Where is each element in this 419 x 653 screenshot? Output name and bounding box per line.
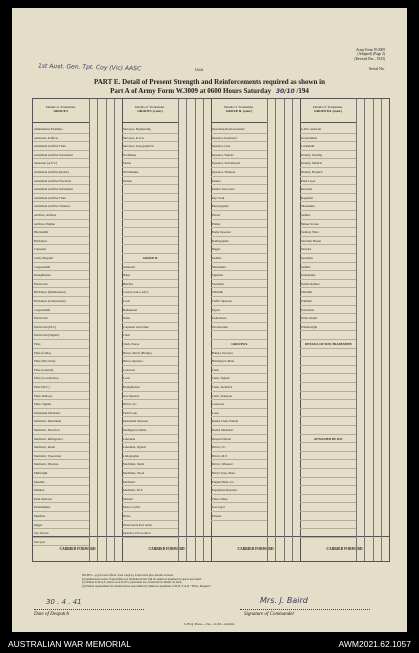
table-row: Draughtsman: [122, 383, 178, 392]
tally-column-divider: [203, 99, 204, 561]
unit-handwritten: 1st Aust. Gen. Tpt. Coy (Vic) AASC: [37, 62, 142, 73]
table-row: Clerk, Signals: [211, 374, 267, 383]
form-notes: [82, 574, 212, 588]
despatch-line: [34, 609, 144, 610]
note-line: (b) Authorised scales of specialists not included in list will be added as required in spaces provided.: [82, 576, 202, 581]
column-divider: [389, 99, 390, 561]
strength-table: [32, 98, 390, 562]
table-row: Fitter: [33, 340, 89, 349]
table-row: Armourer (A.F.V.): [33, 159, 89, 168]
table-row: Monitor: [122, 495, 178, 504]
table-row: Ropeman: [300, 194, 356, 203]
carried-forward-4: CARRIED FORWARD: [300, 536, 389, 561]
table-row: [300, 460, 356, 469]
table-row: Plotter: [211, 211, 267, 220]
signature-label: Signature of Commander: [244, 612, 295, 617]
army-form-w3009: [12, 8, 407, 632]
table-row: Plant Layer: [300, 177, 356, 186]
table-row: Shoemaker: [300, 202, 356, 211]
table-row: Driver Operator: [122, 357, 178, 366]
table-row: [300, 426, 356, 435]
table-row: DETAILS OF NON-TRADESMEN: [300, 340, 356, 349]
table-row: Tailor: [122, 314, 178, 323]
table-row: Fitter, Railway: [33, 392, 89, 401]
table-row: [300, 383, 356, 392]
table-row: Bricklayer (Maintenance): [33, 288, 89, 297]
table-row: Patternmaker: [33, 503, 89, 512]
table-row: Saddler: [300, 211, 356, 220]
table-row: [300, 478, 356, 487]
table-row: Mechanic, Instrument: [33, 417, 89, 426]
table-row: Pioneer: [211, 512, 267, 521]
group-1-cont-header: Details of Tradesmen. GROUP I. (cont.): [122, 99, 178, 123]
note-line: NOTES.—(a) If each officer class category is involved give details on back.: [82, 573, 174, 577]
table-row: Mechanic, Radio: [33, 443, 89, 452]
table-row: Clerk, Hospital: [33, 254, 89, 263]
table-row: Armament Artificer Electrical: [33, 177, 89, 186]
table-row: Machinist, Wood: [122, 469, 178, 478]
group-1-column: [33, 99, 122, 561]
table-row: Operator, Wireless: [211, 168, 267, 177]
table-row: Saddler: [211, 254, 267, 263]
table-row: Mechanic, Electrical: [33, 426, 89, 435]
group-2-cont-header: Details of Tradesmen. GROUP II. (cont.): [211, 99, 267, 123]
table-row: Baker: [122, 271, 178, 280]
table-row: Cook: [211, 409, 267, 418]
table-row: Millwright: [33, 469, 89, 478]
table-row: Painter, Decorator: [211, 185, 267, 194]
form-title-line1: PART E. Detail of Present Strength and Reinforcements required as shown in: [93, 78, 326, 86]
table-row: Artificer, Engine: [33, 220, 89, 229]
table-row: Engine Hand, I.C.: [211, 478, 267, 487]
table-row: [122, 228, 178, 237]
note-line: (d) Where replacement are desired show specialists by names in quantities of R.N. S.A.O. "Extra. Request".: [82, 583, 212, 588]
note-line: (c) Where A.W.A.S. and/or A.A.N.W.S. personnel are carried show details on back.: [82, 580, 183, 585]
table-row: Plant Operator: [33, 495, 89, 504]
table-row: Mechanic, Typewriter: [33, 452, 89, 461]
table-row: Rigger: [211, 245, 267, 254]
table-row: Armament Artificer Wireless: [33, 202, 89, 211]
table-row: [300, 374, 356, 383]
table-row: Mechanic: [122, 478, 178, 487]
table-row: Toolmaker: [122, 151, 178, 160]
table-row: Carpenter and Joiner: [122, 323, 178, 332]
table-row: Upholsterer: [211, 314, 267, 323]
table-row: Telephonist: [300, 271, 356, 280]
serial-number-label: Serial No.: [368, 66, 385, 71]
table-row: Carpenter: [33, 245, 89, 254]
table-row: Linesman, Signals: [122, 443, 178, 452]
form-title-line2: [12, 87, 407, 95]
table-row: Cook: [122, 374, 178, 383]
table-row: Electrician (M.T.): [33, 323, 89, 332]
table-row: Motor Cyclist: [122, 503, 178, 512]
form-ref-line: Army Form W.3009: [355, 48, 385, 52]
table-row: Saw Doctor: [33, 529, 89, 538]
table-row: Fitter (Cable): [33, 349, 89, 358]
table-row: Pipefitter: [33, 512, 89, 521]
form-title-line2-text: Part A of Army Form W.3009 at 0600 Hours Saturday: [110, 87, 272, 95]
table-row: Coppersmith: [33, 263, 89, 272]
table-row: Driver, I.C.: [122, 400, 178, 409]
table-row: Artificer, Artificer: [33, 211, 89, 220]
table-row: [122, 194, 178, 203]
table-row: Radiographer: [211, 237, 267, 246]
table-row: Surveyor, Engineering: [122, 125, 178, 134]
form-reference: [354, 48, 385, 61]
table-row: Radar Operator: [211, 228, 267, 237]
table-row: Mechanic, Wireless: [33, 460, 89, 469]
table-row: Vulcaniser: [300, 306, 356, 315]
table-row: Traffic Operator: [211, 297, 267, 306]
table-row: [300, 495, 356, 504]
tally-column-divider: [381, 99, 382, 561]
table-row: Instrument Operator: [122, 417, 178, 426]
table-row: Gas Layer: [211, 503, 267, 512]
table-row: Watchmaker: [122, 168, 178, 177]
table-row: Gas Operator: [122, 392, 178, 401]
table-row: Tinsmith: [300, 288, 356, 297]
table-row: Signaller: [211, 271, 267, 280]
carried-forward-3: CARRIED FORWARD: [211, 536, 300, 561]
tally-column-divider: [97, 99, 98, 561]
table-row: Typist: [211, 306, 267, 315]
table-row: [300, 503, 356, 512]
table-row: Printer: [211, 220, 267, 229]
unit-label: Unit: [195, 67, 204, 72]
commander-signature: Mrs. J. Baird: [260, 596, 308, 605]
table-row: Clerk, Technical: [211, 383, 267, 392]
form-ref-line: (Revised Dec., 1943): [354, 56, 385, 61]
table-row: Armament Artificer (Radar): [33, 168, 89, 177]
table-row: Smoke Screen: [300, 220, 356, 229]
table-row: Electrician (Signals): [33, 331, 89, 340]
table-row: Dental Clerk Orderly: [211, 417, 267, 426]
table-row: Orderly, Hospital: [300, 168, 356, 177]
table-row: Wheelwright: [300, 323, 356, 332]
table-row: Battery Surveyor: [211, 349, 267, 358]
table-row: [122, 237, 178, 246]
table-row: Electrician: [33, 314, 89, 323]
table-row: Despatch Rider: [211, 435, 267, 444]
table-row: Clerk, Stores: [122, 340, 178, 349]
group-1-cont-column: [122, 99, 211, 561]
table-row: Plumber: [33, 486, 89, 495]
table-row: Driver, Mech. (Bridge): [122, 349, 178, 358]
table-row: Operator, Signals: [211, 151, 267, 160]
table-row: Armament Artificer Fitter: [33, 194, 89, 203]
table-row: [122, 185, 178, 194]
table-row: G.P.O. Assistant: [300, 125, 356, 134]
table-row: Turner: [122, 159, 178, 168]
table-row: [122, 245, 178, 254]
tally-column-divider: [195, 99, 196, 561]
table-row: Surveyor, R.A.A.: [122, 134, 178, 143]
table-row: Draughtsman: [33, 271, 89, 280]
table-row: Photographer: [211, 202, 267, 211]
table-row: Sanitary Fitter: [300, 228, 356, 237]
table-row: Driver Type, Plant: [211, 469, 267, 478]
table-row: GROUP III.: [211, 340, 267, 349]
table-row: [300, 357, 356, 366]
tally-column-divider: [373, 99, 374, 561]
table-row: Orderly, Medical: [300, 159, 356, 168]
table-row: Operating Room Assistant: [211, 125, 267, 134]
table-row: [300, 486, 356, 495]
tally-column-divider: [106, 99, 107, 561]
tally-column-divider: [275, 99, 276, 561]
table-row: Driver, Wheeled: [211, 460, 267, 469]
table-row: [122, 211, 178, 220]
table-row: Operator, Switchboard: [211, 159, 267, 168]
table-row: [300, 521, 356, 530]
table-row: Clerk: [211, 366, 267, 375]
table-row: Machinist, Metal: [122, 460, 178, 469]
table-row: Operator, Keyboard: [211, 134, 267, 143]
table-row: [211, 331, 267, 340]
group-3-cont-header: Details of Tradesmen. GROUP III. (cont.): [300, 99, 356, 123]
table-row: Water Duties: [300, 314, 356, 323]
table-row: Pay Clerk: [211, 194, 267, 203]
table-row: Equipment Repairer: [211, 486, 267, 495]
table-row: Operator, Fire Control: [122, 529, 178, 538]
form-ref-line: (Adapted) (Page 2): [357, 52, 385, 57]
table-row: Nurse: [122, 512, 178, 521]
table-row: Electrician: [33, 280, 89, 289]
table-row: Coppersmith: [33, 306, 89, 315]
table-row: Intelligence Duties: [122, 426, 178, 435]
table-row: Fitter, Signals: [33, 400, 89, 409]
table-row: Stretcher Bearer: [300, 237, 356, 246]
group-3-cont-column: [300, 99, 389, 561]
table-row: Storeman: [211, 280, 267, 289]
group-1-header: Details of Tradesmen. GROUP I.: [33, 99, 89, 123]
table-row: Steward: [300, 245, 356, 254]
table-row: [122, 202, 178, 211]
table-row: [300, 452, 356, 461]
table-row: Woodworker: [211, 323, 267, 332]
despatch-label: Date of Despatch: [34, 612, 69, 617]
table-row: Trimmer: [300, 297, 356, 306]
table-row: Fitter (M.T.): [33, 383, 89, 392]
table-row: Saddler: [300, 263, 356, 272]
date-suffix: /194: [296, 87, 309, 95]
despatch-date-handwritten: 30 . 4 . 41: [46, 598, 82, 606]
tally-column-divider: [364, 99, 365, 561]
table-row: Fitter (Locomotive): [33, 374, 89, 383]
table-row: Clerk, Transport: [211, 392, 267, 401]
table-row: [300, 417, 356, 426]
table-row: Concretor: [211, 400, 267, 409]
table-row: Painter: [211, 177, 267, 186]
table-row: Recorder: [300, 185, 356, 194]
table-row: Clerk: [122, 331, 178, 340]
table-row: Surveyor: [33, 538, 89, 547]
table-row: ATTACHED BY W.E.: [300, 435, 356, 444]
table-row: Armament Artificer Instrument: [33, 185, 89, 194]
table-row: [300, 392, 356, 401]
table-row: [300, 409, 356, 418]
table-row: Butcher: [122, 280, 178, 289]
table-row: Bulkmaster: [122, 306, 178, 315]
table-row: Locksmith: [300, 142, 356, 151]
table-row: Operator, Line: [211, 142, 267, 151]
table-row: [300, 443, 356, 452]
table-row: Storeman: [300, 254, 356, 263]
table-row: Ammunition Examiner: [33, 125, 89, 134]
table-row: Concreter: [122, 366, 178, 375]
table-row: Fitter (General): [33, 366, 89, 375]
date-handwritten: 30/10: [275, 88, 295, 95]
table-row: [300, 349, 356, 358]
tally-column-divider: [267, 99, 268, 561]
table-row: Welder: [122, 177, 178, 186]
table-row: [300, 469, 356, 478]
table-row: Surveyor, Topographical: [122, 142, 178, 151]
table-row: Armament Artificer Instrument: [33, 151, 89, 160]
table-row: [300, 366, 356, 375]
table-row: Dental Mechanic: [211, 426, 267, 435]
table-row: Moulder: [33, 478, 89, 487]
archive-accession-number: AWM2021.62.1057: [338, 639, 411, 649]
table-row: [300, 400, 356, 409]
tally-column-divider: [292, 99, 293, 561]
archive-name: AUSTRALIAN WAR MEMORIAL: [8, 639, 131, 649]
archive-footer: [0, 633, 419, 653]
tally-column-divider: [114, 99, 115, 561]
tally-column-divider: [356, 99, 357, 561]
tally-column-divider: [284, 99, 285, 561]
carried-forward-1: CARRIED FORWARD: [33, 536, 122, 561]
table-row: Field Cook: [122, 409, 178, 418]
table-row: Driver, M.T.: [211, 452, 267, 461]
table-row: Fitter's Mate: [211, 495, 267, 504]
table-row: Fitter (Electrical): [33, 357, 89, 366]
table-row: Textile Refitter: [300, 280, 356, 289]
group-2-cont-column: [211, 99, 300, 561]
table-row: Instrument Mechanic: [33, 409, 89, 418]
tally-column-divider: [178, 99, 179, 561]
table-row: [300, 331, 356, 340]
table-row: Driver, I.C.: [211, 443, 267, 452]
table-row: Groundsman: [300, 134, 356, 143]
table-row: Rigger: [33, 521, 89, 530]
table-row: Armament Artificer Fitter: [33, 142, 89, 151]
table-row: Tinsmith: [211, 288, 267, 297]
table-row: [300, 512, 356, 521]
table-row: Cook (Cook's, Adv.): [122, 288, 178, 297]
table-row: Linesman: [122, 435, 178, 444]
printer-imprint: L.H.Q. Press—13a—11/43—4441m.: [184, 622, 235, 626]
table-row: Mechanic, Refrigerator: [33, 435, 89, 444]
table-row: [122, 220, 178, 229]
table-row: Lithographer: [122, 452, 178, 461]
table-row: Orderly, Nursing: [300, 151, 356, 160]
table-row: Cook: [122, 297, 178, 306]
table-row: GROUP II.: [122, 254, 178, 263]
table-row: Observation Post Artist: [122, 521, 178, 530]
tally-column-divider: [89, 99, 90, 561]
table-row: Bricklayer: [33, 237, 89, 246]
table-row: Armourer, Artificer: [33, 134, 89, 143]
tally-column-divider: [186, 99, 187, 561]
table-row: Mechanic, M.T.: [122, 486, 178, 495]
table-row: Bricklayer's Mate: [211, 357, 267, 366]
table-row: Shoemaker: [211, 263, 267, 272]
table-row: Bricklayer (Construction): [33, 297, 89, 306]
carried-forward-2: CARRIED FORWARD: [122, 536, 211, 561]
table-row: Armourer: [122, 263, 178, 272]
table-row: Blacksmith: [33, 228, 89, 237]
signature-line: [240, 609, 370, 610]
